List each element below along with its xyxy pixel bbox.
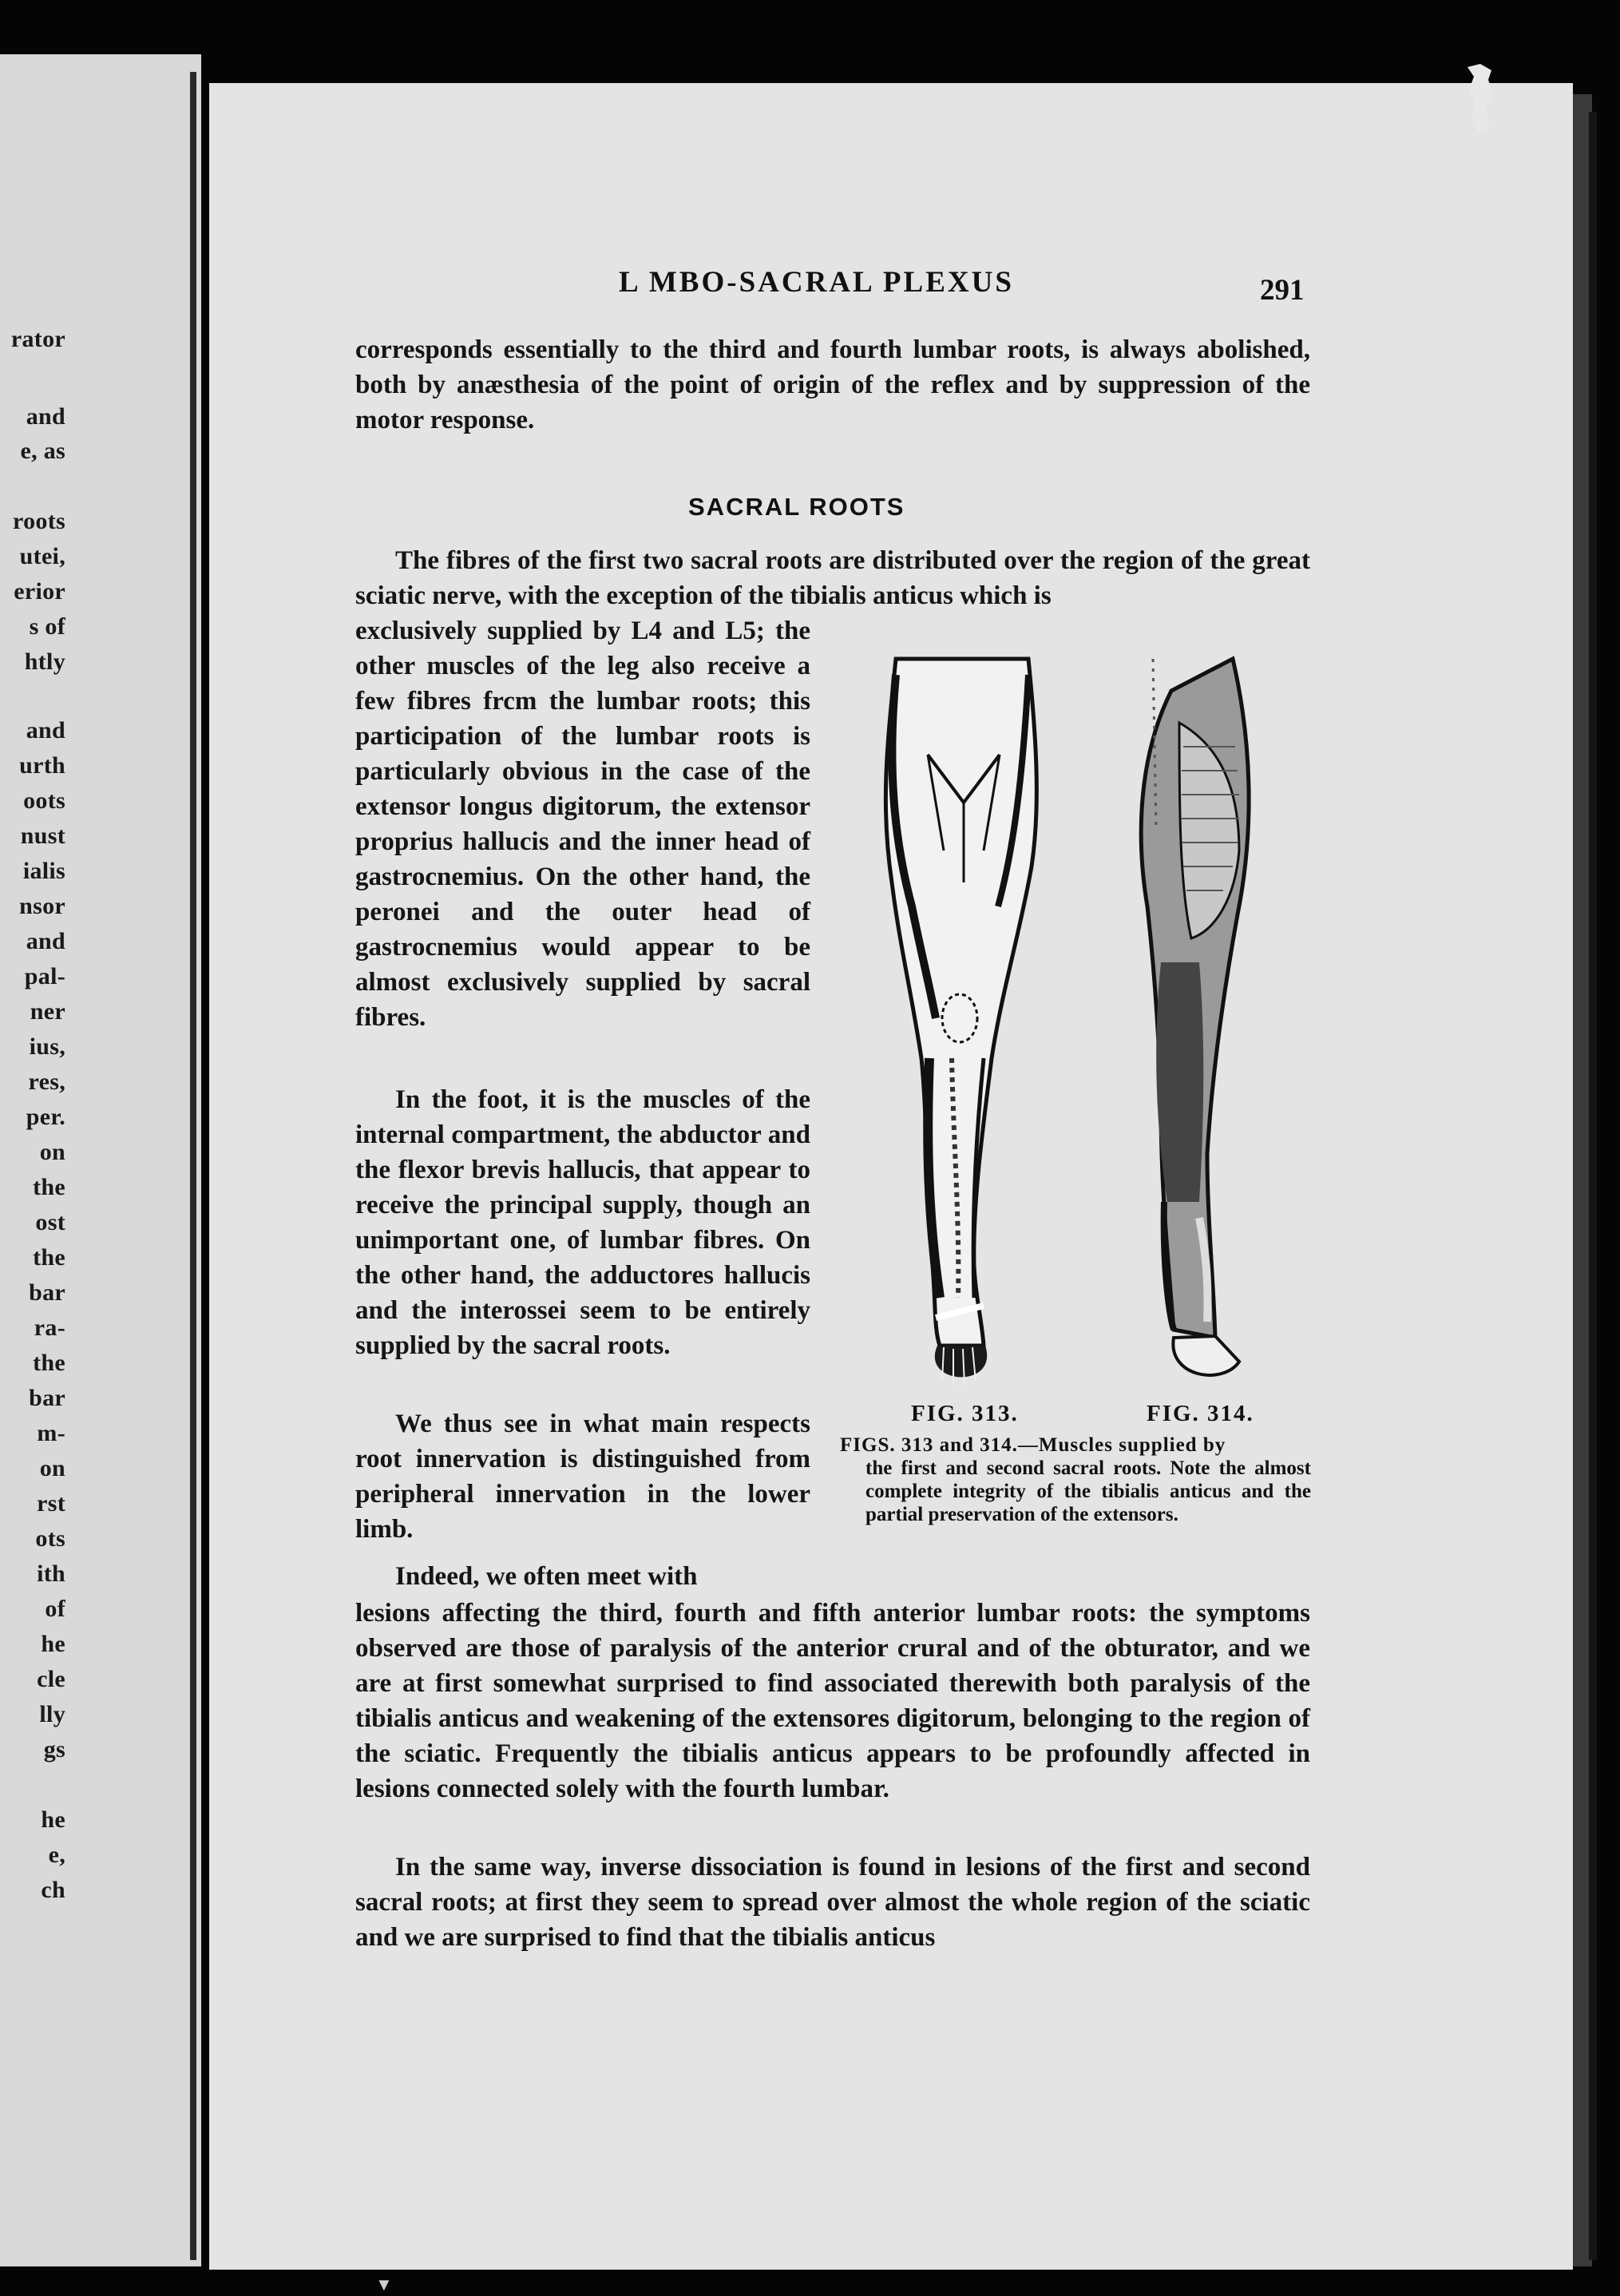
- left-page-fragment: and: [26, 403, 65, 430]
- left-page-fragment: ialis: [22, 858, 65, 884]
- left-page-fragment: ner: [30, 998, 65, 1025]
- bottom-edge-mark: ▼: [375, 2274, 393, 2294]
- left-page-fragment: the: [33, 1174, 65, 1200]
- left-page-fragment: roots: [13, 508, 65, 534]
- left-page-fragment: lly: [39, 1701, 65, 1727]
- left-page-fragment: he: [41, 1806, 65, 1833]
- figure-313-front-leg: [885, 659, 1036, 1386]
- paragraph-sacral-roots-opening: The fibres of the first two sacral roots are distributed over the region of the great sciatic nerve, with the exception of the tibialis anticus which is: [355, 546, 1310, 610]
- left-page-fragment: pal-: [24, 963, 65, 989]
- left-page-fragment: and: [26, 928, 65, 954]
- left-page-fragment: and: [26, 717, 65, 744]
- page-edge-shadow: [1589, 112, 1597, 2260]
- left-page-fragment: ost: [35, 1209, 65, 1235]
- left-page-fragment: nust: [20, 823, 65, 849]
- paragraph-inverse-dissociation: In the same way, inverse dissociation is found in lesions of the first and second sacral roots; at first they seem to spread over almost the whole region of the sciatic and we are surprised to find that the tibialis anticus: [355, 1853, 1310, 1952]
- left-page-fragment: he: [41, 1631, 65, 1657]
- paragraph-sacral-roots-continued: exclusively supplied by L4 and L5; the other muscles of the leg also receive a few fibres frcm the lumbar roots; this participation of the lumbar roots is particularly obvious in the case of the extensor longus digitorum, the extensor proprius hallucis and the inner head of gastrocnemius. On the other hand, the peronei and the outer head of gastrocnemius would appear to be almost exclusively supplied by sacral fibres.: [355, 617, 810, 1032]
- left-page-fragment: ch: [41, 1877, 65, 1903]
- left-page-fragment: m-: [37, 1420, 65, 1446]
- left-page-fragment: urth: [19, 752, 65, 779]
- paragraph-intro: corresponds essentially to the third and fourth lumbar roots, is always abolished, both by anæsthesia of the point of origin of the reflex and by suppression of the motor response.: [355, 335, 1310, 434]
- left-page-fragment: e,: [48, 1842, 65, 1868]
- left-page-fragment: ots: [35, 1525, 65, 1552]
- figure-314-label: FIG. 314.: [1147, 1401, 1254, 1426]
- corner-mark-icon: [1464, 62, 1495, 134]
- left-page-fragment: nsor: [19, 893, 65, 919]
- left-page-fragment: of: [45, 1596, 65, 1622]
- left-page-fragment: ith: [37, 1560, 65, 1587]
- left-page-fragment: the: [33, 1244, 65, 1271]
- left-page-fragment: bar: [29, 1279, 65, 1306]
- left-page-fragment: gs: [43, 1736, 65, 1763]
- section-heading: SACRAL ROOTS: [688, 493, 905, 521]
- left-page-fragment: ra-: [34, 1315, 65, 1341]
- left-page-fragment: ius,: [29, 1033, 65, 1060]
- left-page-fragment: cle: [37, 1666, 65, 1692]
- left-page-fragment: on: [39, 1455, 65, 1481]
- page-number: 291: [1260, 274, 1305, 307]
- running-head: L MBO-SACRAL PLEXUS: [619, 266, 1014, 299]
- left-page-fragment: per.: [26, 1104, 65, 1130]
- left-page-fragment: on: [39, 1139, 65, 1165]
- figure-313-label: FIG. 313.: [911, 1401, 1019, 1426]
- left-page-fragment: erior: [14, 578, 65, 605]
- left-page-fragment: utei,: [19, 543, 65, 569]
- figure-caption: [840, 1434, 1311, 1526]
- book-gutter: [190, 72, 196, 2260]
- left-page-fragment: s of: [29, 613, 65, 640]
- left-page-fragment: rator: [10, 326, 65, 352]
- paragraph-root-innervation: We thus see in what main respects root innervation is distinguished from peripheral innervation in the lower limb.: [355, 1410, 810, 1544]
- left-page-fragment: res,: [28, 1069, 65, 1095]
- left-page-fragment: the: [33, 1350, 65, 1376]
- left-page-fragment: oots: [23, 787, 65, 814]
- figure-caption-body: the first and second sacral roots. Note the almost complete integrity of the tibialis anticus and the partial preservation of the extensors.: [865, 1457, 1311, 1525]
- figure-leg-illustrations: [864, 643, 1311, 1394]
- paragraph-lesions: lesions affecting the third, fourth and fifth anterior lumbar roots: the symptoms observed are those of paralysis of the anterior crural and of the obturator, and we are at first somewhat surprised to find associated therewith both paralysis of the tibialis anticus and weakening of the extensores digitorum, belonging to the region of the sciatic. Frequently the tibialis anticus appears to be profoundly affected in lesions connected solely with the fourth lumbar.: [355, 1599, 1310, 1803]
- paragraph-foot-muscles: In the foot, it is the muscles of the internal compartment, the abductor and the flexor brevis hallucis, that appear to receive the principal supply, though an unimportant one, of lumbar fibres. On the other hand, the adductores hallucis and the interossei seem to be entirely supplied by the sacral roots.: [355, 1085, 810, 1360]
- left-page-fragment: rst: [37, 1490, 65, 1517]
- left-page-fragment: htly: [24, 648, 65, 675]
- figure-314-back-leg: [1141, 659, 1249, 1375]
- left-page-fragment: e, as: [20, 438, 65, 464]
- paragraph-lesions-lead: Indeed, we often meet with: [395, 1562, 698, 1591]
- left-page-fragment: bar: [29, 1385, 65, 1411]
- figure-caption-lead: FIGS. 313 and 314.—Muscles supplied by: [840, 1434, 1226, 1456]
